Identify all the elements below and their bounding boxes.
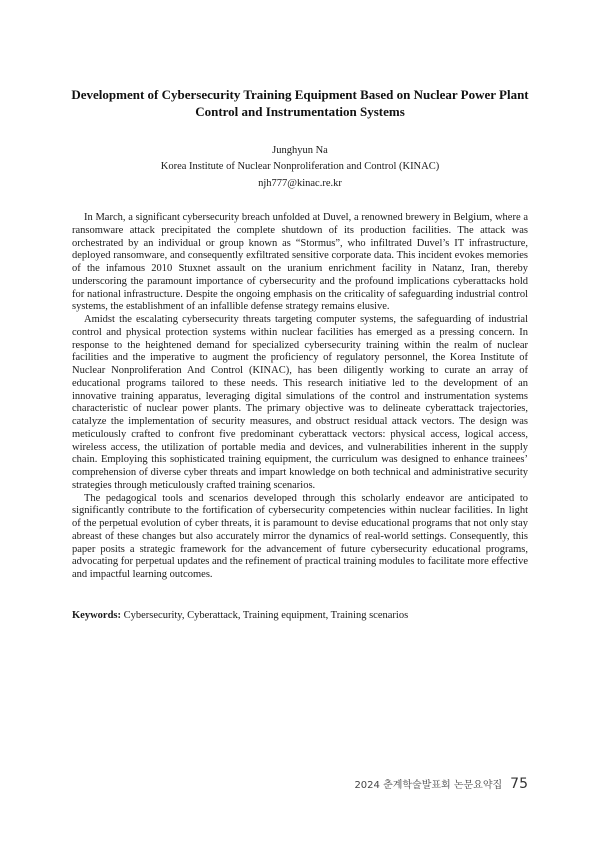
abstract-paragraph-1: In March, a significant cybersecurity breach unfolded at Duvel, a renowned brewery in Belgium, where a ransomware attack precipitated the complete shutdown of its production facilities. The attack was orchestrated by an individual or group known as “Stormus”, who infiltrated Duvel’s IT infrastructure, deployed ransomware, and consequently exfiltrated sensitive corporate data. This incident evokes memories of the infamous 2010 Stuxnet assault on the uranium enrichment facility in Natanz, Iran, thereby underscoring the paramount importance of cybersecurity and the profound implications cyberattacks hold for national infrastructure. Despite the ongoing emphasis on the criticality of safeguarding industrial control systems, the establishment of an infallible defense strategy remains elusive. (72, 212, 528, 313)
abstract (72, 212, 528, 582)
author-affiliation: Korea Institute of Nuclear Nonproliferation and Control (KINAC) (160, 161, 440, 172)
keywords-list: Cybersecurity, Cyberattack, Training equipment, Training scenarios (123, 610, 409, 621)
abstract-paragraph-2: Amidst the escalating cybersecurity threats targeting computer systems, the safeguarding of industrial control and physical protection systems within nuclear facilities has emerged as a pressing concern. In response to the heightened demand for specialized cybersecurity training within the realm of nuclear facilities and the imperative to augment the proficiency of regulatory personnel, the Korea Institute of Nuclear Nonproliferation And Control (KINAC), has been diligently working to curate an array of educational programs tailored to these needs. This research initiative led to the development of an innovative training apparatus, leveraging digital simulations of the control and instrumentation systems characteristic of nuclear power plants. The primary objective was to delineate cyberattack trajectories, catalyze the implementation of security measures, and obstruct residual attack vectors. The design was meticulously crafted to confront five predominant cyberattack vectors: physical access, logical access, wireless access, the utilization of portable media and devices, and vulnerabilities inherent in the supply chain. Employing this sophisticated training equipment, the curriculum was designed to enhance trainees’ comprehension of diverse cyber threats and impart knowledge on both technical and administrative security strategies through meticulously crafted training scenarios. (72, 314, 528, 491)
abstract-paragraph-3: The pedagogical tools and scenarios developed through this scholarly endeavor are anticipated to significantly contribute to the fortification of cybersecurity competencies within nuclear facilities. In light of the perpetual evolution of cyber threats, it is paramount to devise educational programs that not only stay abreast of these changes but also accurately mirror the dynamics of real-world settings. Consequently, this paper posits a strategic framework for the advancement of future cybersecurity educational programs, advocating for perpetual updates and the refinement of practical training modules to facilitate more effective and impactful learning outcomes. (72, 492, 528, 580)
keywords-label: Keywords: (72, 610, 121, 621)
paper-title: Development of Cybersecurity Training Equipment Based on Nuclear Power Plant Control and Instrumentation Systems (71, 87, 529, 119)
author-email: njh777@kinac.re.kr (258, 178, 342, 189)
page-footer (354, 776, 528, 792)
author-name: Junghyun Na (272, 145, 328, 156)
proceedings-name: 2024 춘계학술발표회 논문요약집 (354, 780, 503, 791)
page-number: 75 (510, 776, 528, 792)
keywords (72, 609, 528, 622)
